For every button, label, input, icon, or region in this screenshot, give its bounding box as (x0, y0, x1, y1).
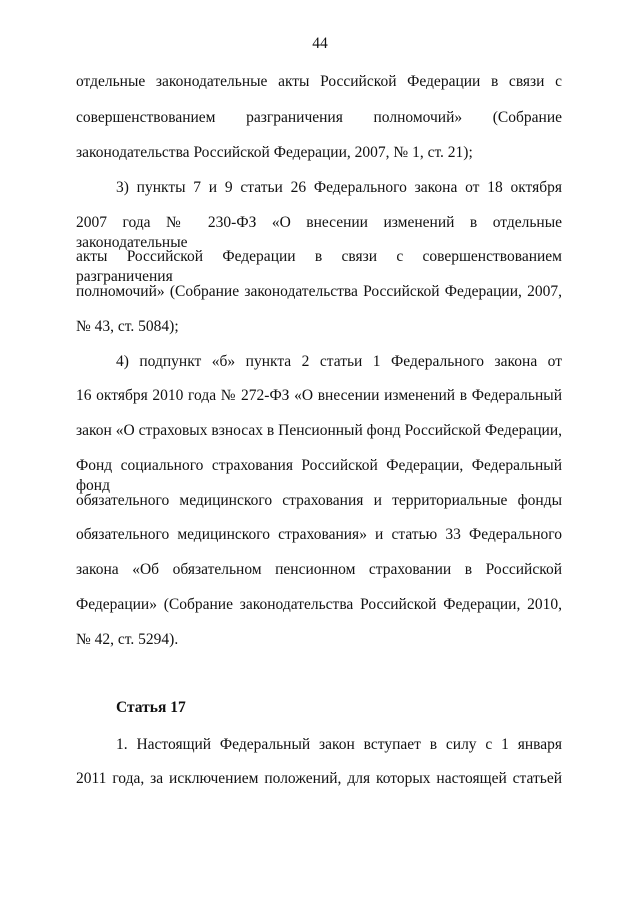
page-number: 44 (312, 35, 328, 52)
text-line: закон «О страховых взносах в Пенсионный фонд Российской Федерации, (76, 422, 562, 439)
text-line: совершенствованием разграничения полномочий» (Собрание (76, 109, 562, 126)
text-line: № 43, ст. 5084); (76, 318, 179, 335)
text-line: 3) пункты 7 и 9 статьи 26 Федерального закона от 18 октября (116, 179, 562, 196)
text-line: обязательного медицинского страхования и территориальные фонды (76, 492, 562, 509)
text-line: акты Российской Федерации в связи с совершенствованием разграничения (76, 248, 562, 285)
article-heading: Статья 17 (116, 699, 186, 716)
text-line: отдельные законодательные акты Российской Федерации в связи с (76, 73, 562, 90)
text-line: законодательства Российской Федерации, 2007, № 1, ст. 21); (76, 144, 473, 161)
text-line: 16 октября 2010 года № 272-ФЗ «О внесении изменений в Федеральный (76, 387, 562, 404)
text-line: 4) подпункт «б» пункта 2 статьи 1 Федерального закона от (116, 353, 562, 370)
text-line: 2011 года, за исключением положений, для которых настоящей статьей (76, 770, 562, 787)
text-line: Фонд социального страхования Российской Федерации, Федеральный фонд (76, 457, 562, 494)
text-line: № 42, ст. 5294). (76, 631, 179, 648)
text-line: обязательного медицинского страхования» и статью 33 Федерального (76, 526, 562, 543)
text-line: 1. Настоящий Федеральный закон вступает в силу с 1 января (116, 736, 562, 753)
text-line: 2007 года № 230-ФЗ «О внесении изменений в отдельные законодательные (76, 214, 562, 251)
text-line: полномочий» (Собрание законодательства Российской Федерации, 2007, (76, 283, 562, 300)
text-line: закона «Об обязательном пенсионном страховании в Российской (76, 561, 562, 578)
text-line: Федерации» (Собрание законодательства Российской Федерации, 2010, (76, 596, 562, 613)
